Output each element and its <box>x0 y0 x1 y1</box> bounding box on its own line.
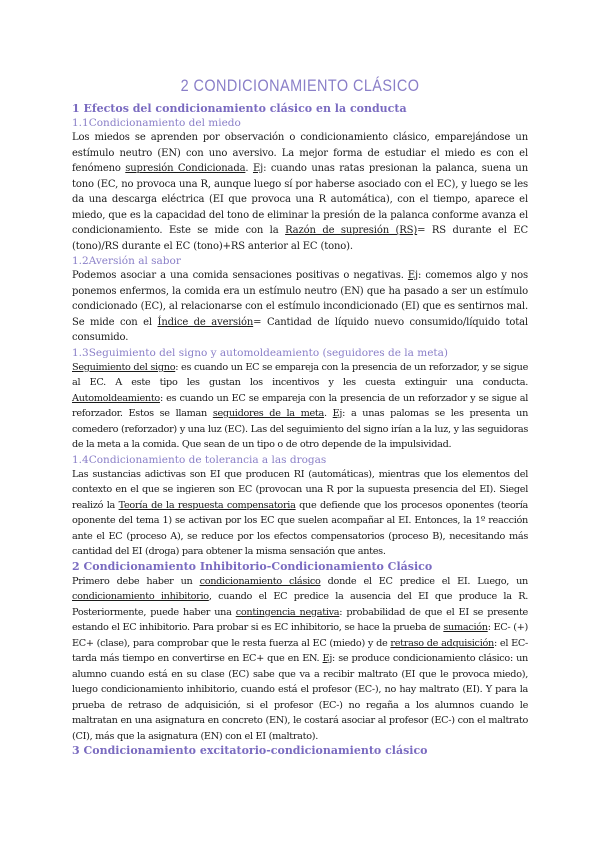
subsection-1-3-heading: 1.3Seguimiento del signo y automoldeamiento (seguidores de la meta) <box>72 346 448 359</box>
paragraph-drug-tolerance: Las sustancias adictivas son EI que producen RI (automáticas), mientras que los elementos del contexto en el que se ingieren son EC (provocan una R por la supuesta presencia del EI). Siegel realizó la Teoría de la respuesta compensatoria que defiende que los procesos oponentes (teoría oponente del tema 1) se activan por los EC que suelen acompañar al EI. Entonces, la 1º reacción ante el EC (proceso A), se reduce por los efectos compensatorios (proceso B), necesitando más cantidad del EI (droga) para obtener la misma sensación que antes. <box>72 468 528 557</box>
section-3-heading: 3 Condicionamiento excitatorio-condicionamiento clásico <box>72 744 428 757</box>
paragraph-fear-conditioning: Los miedos se aprenden por observación o condicionamiento clásico, emparejándose un estímulo neutro (EN) con uno aversivo. La mejor forma de estudiar el miedo es con el fenómeno supresión Condicionada. Ej: cuando unas ratas presionan la palanca, suena un tono (EC, no provoca una R, aunque luego sí por haberse asociado con el EC), y luego se les da una descarga eléctrica (EI que provoca una R automática), con el tiempo, aparece el miedo, que es la capacidad del tono de eliminar la presión de la palanca conforme avanza el condicionamiento. Este se mide con la Razón de supresión (RS)= RS durante el EC (tono)/RS durante el EC (tono)+RS anterior al EC (tono). <box>72 132 528 252</box>
section-1-heading: 1 Efectos del condicionamiento clásico en la conducta <box>72 102 407 115</box>
subsection-1-1-heading: 1.1Condicionamiento del miedo <box>72 117 241 129</box>
subsection-1-2-heading: 1.2Aversión al sabor <box>72 255 181 267</box>
page-title: 2 CONDICIONAMIENTO CLÁSICO <box>180 76 420 95</box>
paragraph-inhibitory-conditioning: Primero debe haber un condicionamiento clásico donde el EC predice el EI. Luego, un condicionamiento inhibitorio, cuando el EC predice la ausencia del EI que produce la R. Posteriormente, puede haber una contingencia negativa: probabilidad de que el EI se presente estando el EC inhibitorio. Para probar si es EC inhibitorio, se hace la prueba de sumación: EC- (+) EC+ (clase), para comprobar que le resta fuerza al EC (miedo) y de retraso de adquisición: el EC- tarda más tiempo en convertirse en EC+ que en EN. Ej: se produce condicionamiento clásico: un alumno cuando está en su clase (EC) sabe que va a recibir maltrato (EI que le provoca miedo), luego condicionamiento inhibitorio, cuando está el profesor (EC-), no hay maltrato (EI). Y para la prueba de retraso de adquisición, si el profesor (EC-) no regaña a los alumnos cuando le maltratan en una asignatura en concreto (EN), le costará asociar al profesor (EC-) con el maltrato (CI), más que la asignatura (EN) con el EI (maltrato). <box>72 575 529 742</box>
paragraph-sign-tracking: Seguimiento del signo: es cuando un EC se empareja con la presencia de un reforzador, y se sigue al EC. A este tipo les gustan los incentivos y les cuesta extinguir una conducta. Automoldeamiento: es cuando un EC se empareja con la presencia de un reforzador y se sigue al reforzador. Estos se llaman seguidores de la meta. Ej: a unas palomas se les presenta un comedero (reforzador) y una luz (EC). Las del seguimiento del signo irían a la luz, y las seguidoras de la meta a la comida. Que sean de un tipo o de otro depende de la impulsividad. <box>72 361 529 450</box>
document-page <box>72 76 528 758</box>
subsection-1-4-heading: 1.4Condicionamiento de tolerancia a las drogas <box>72 453 327 466</box>
paragraph-taste-aversion: Podemos asociar a una comida sensaciones positivas o negativas. Ej: comemos algo y nos ponemos enfermos, la comida era un estímulo neutro (EN) que ha pasado a ser un estímulo condicionado (EC), al relacionarse con el estímulo incondicionado (EI) que es sentirnos mal. Se mide con el Índice de aversión= Cantidad de líquido nuevo consumido/líquido total consumido. <box>72 270 528 343</box>
section-2-heading: 2 Condicionamiento Inhibitorio-Condicionamiento Clásico <box>72 559 433 573</box>
